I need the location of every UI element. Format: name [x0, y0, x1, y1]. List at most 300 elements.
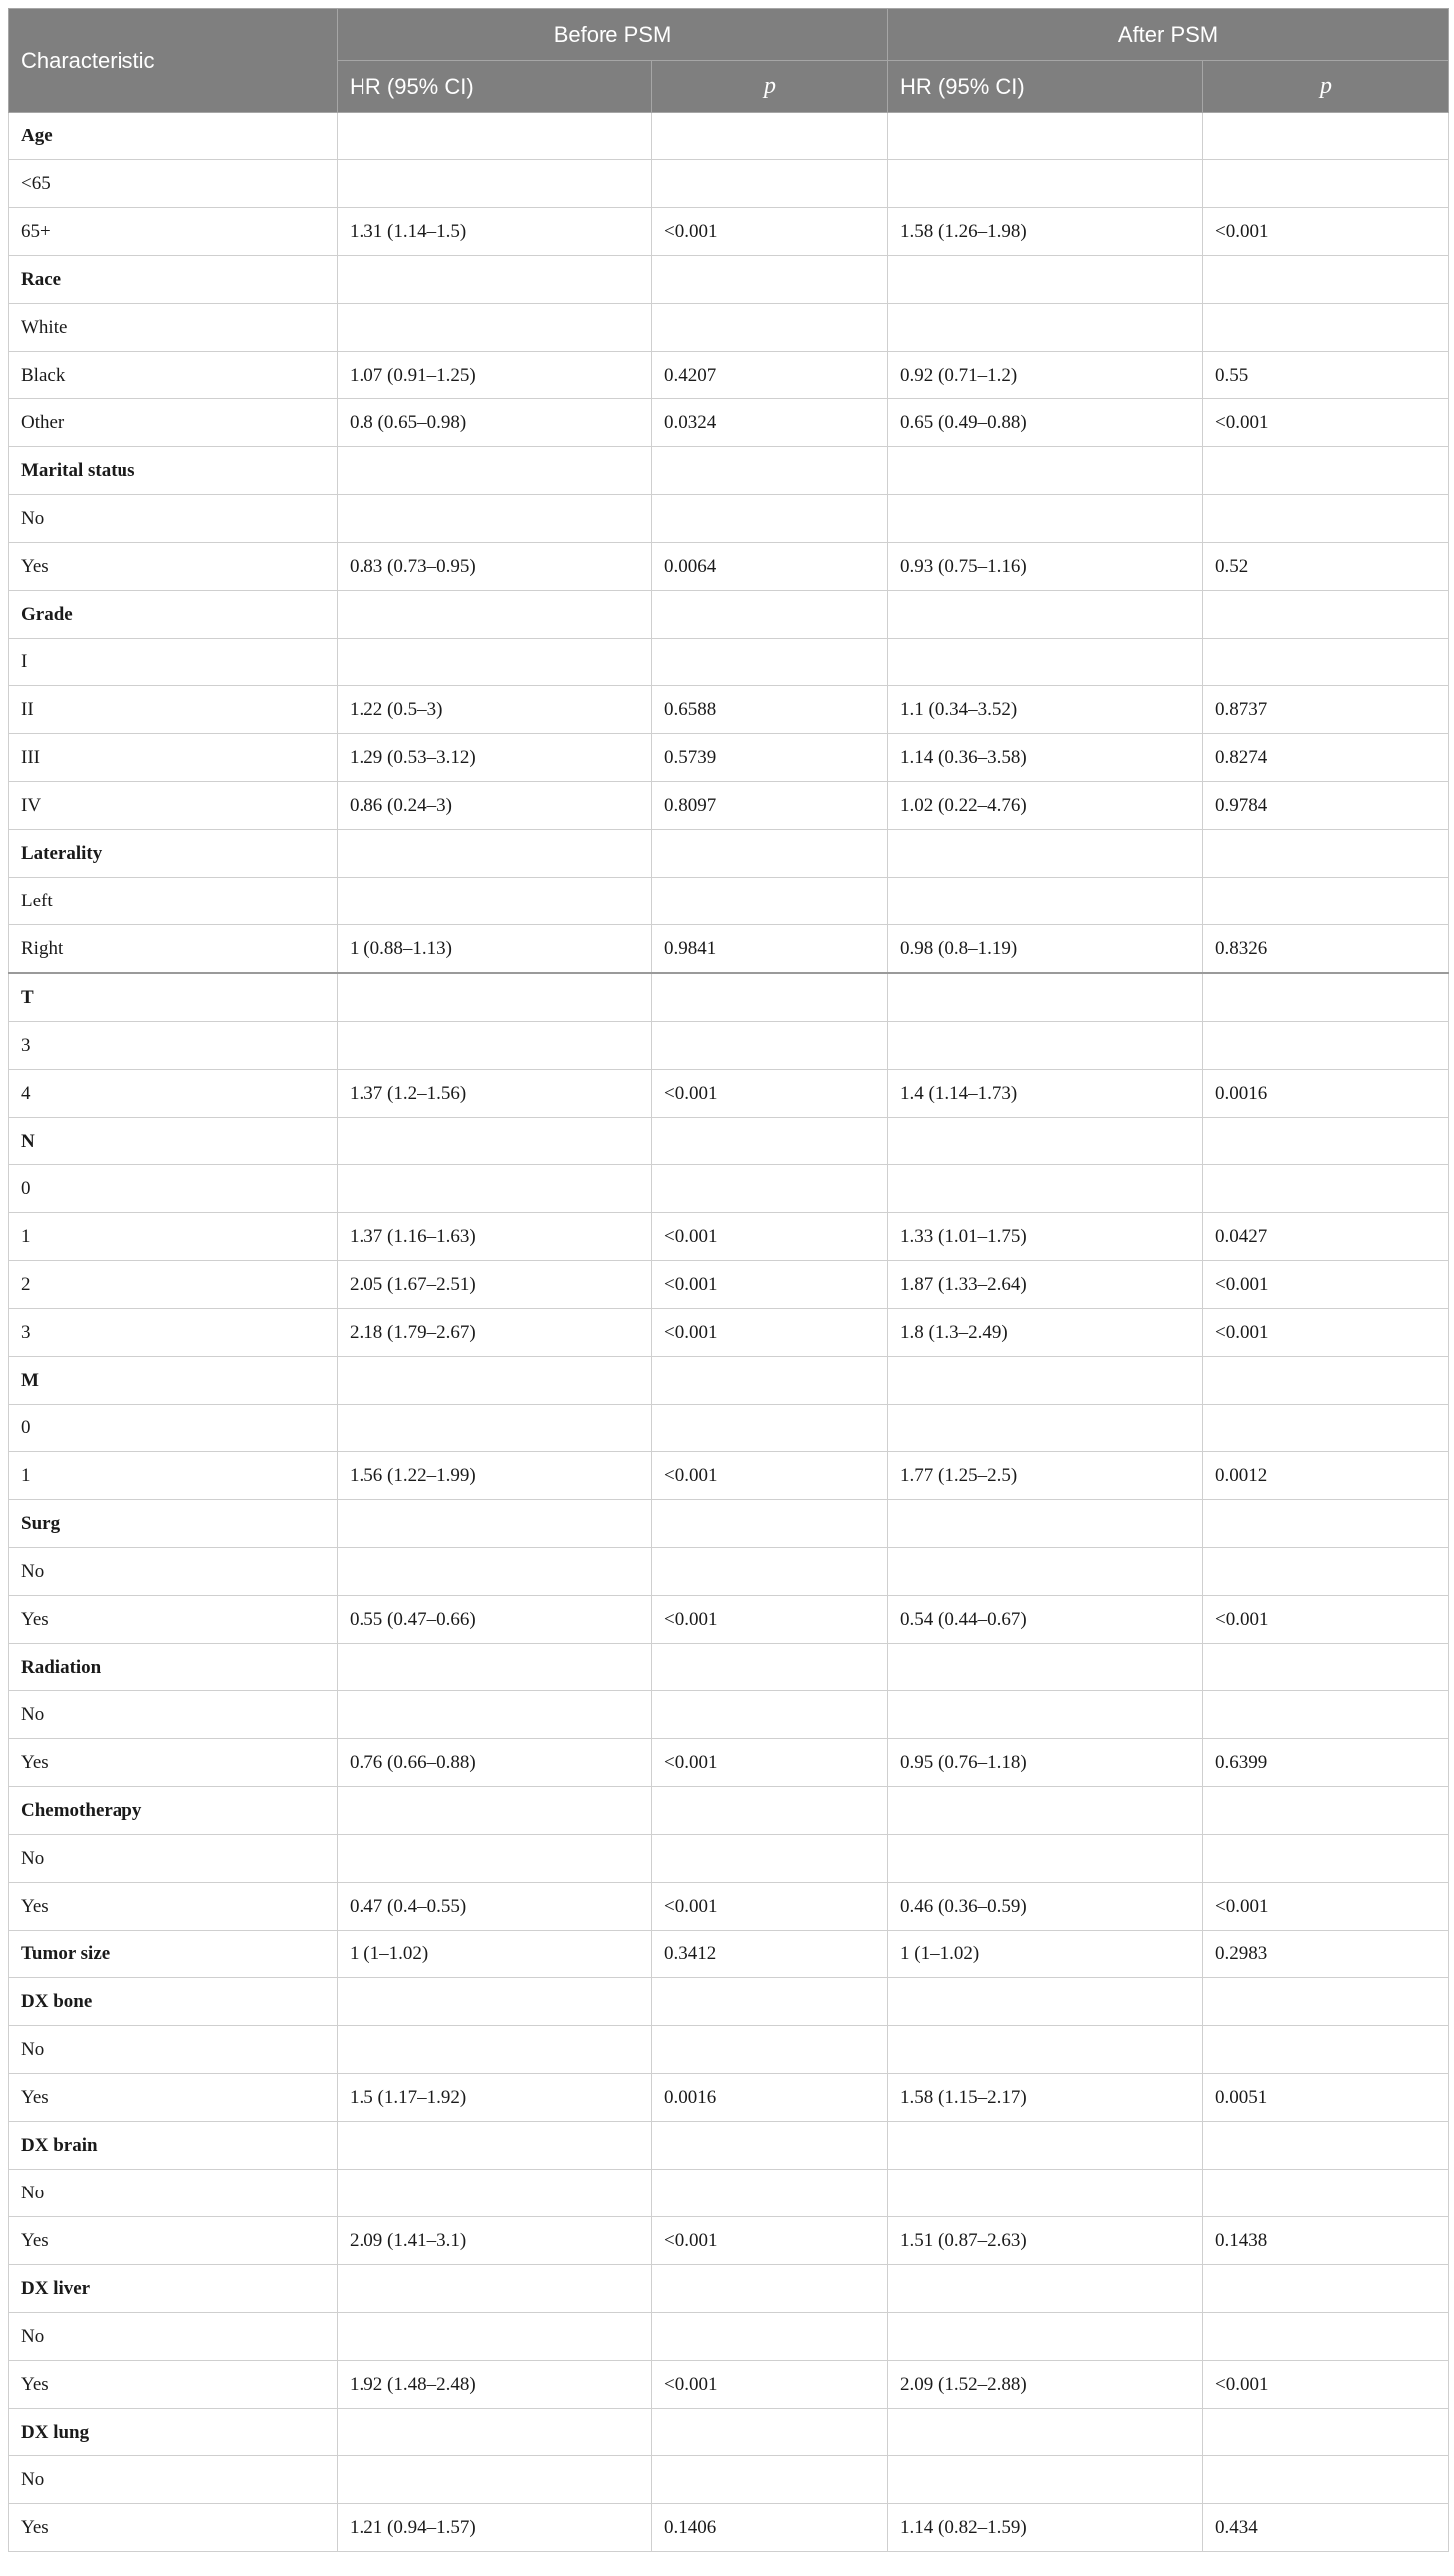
- p-before-cell: <0.001: [652, 1452, 888, 1500]
- hr-after-cell: [888, 1357, 1203, 1405]
- hr-after-cell: 0.98 (0.8–1.19): [888, 925, 1203, 974]
- row-label: DX brain: [9, 2122, 338, 2170]
- hr-before-cell: [338, 2409, 652, 2456]
- p-after-cell: [1203, 447, 1449, 495]
- p-before-cell: 0.0064: [652, 543, 888, 591]
- p-after-cell: [1203, 878, 1449, 925]
- p-before-cell: [652, 113, 888, 160]
- row-label: Left: [9, 878, 338, 925]
- row-label: No: [9, 1835, 338, 1883]
- p-after-cell: 0.8326: [1203, 925, 1449, 974]
- p-after-cell: 0.1438: [1203, 2217, 1449, 2265]
- row-label: Laterality: [9, 830, 338, 878]
- p-before-cell: [652, 830, 888, 878]
- hr-after-cell: 1.8 (1.3–2.49): [888, 1309, 1203, 1357]
- p-before-cell: 0.0016: [652, 2074, 888, 2122]
- row-label: No: [9, 2313, 338, 2361]
- p-before-cell: [652, 495, 888, 543]
- hr-before-cell: 2.05 (1.67–2.51): [338, 1261, 652, 1309]
- row-label: No: [9, 2456, 338, 2504]
- hr-before-cell: [338, 1691, 652, 1739]
- p-before-cell: [652, 2122, 888, 2170]
- hr-after-cell: 0.95 (0.76–1.18): [888, 1739, 1203, 1787]
- p-after-cell: <0.001: [1203, 208, 1449, 256]
- row-label: Black: [9, 352, 338, 399]
- hr-before-cell: [338, 639, 652, 686]
- p-after-cell: 0.6399: [1203, 1739, 1449, 1787]
- p-before-cell: [652, 1405, 888, 1452]
- category-row: [9, 1644, 1449, 1691]
- category-row: [9, 256, 1449, 304]
- row-label: 4: [9, 1070, 338, 1118]
- hr-after-cell: [888, 2122, 1203, 2170]
- hr-after-cell: [888, 1165, 1203, 1213]
- p-after-cell: [1203, 113, 1449, 160]
- table-header: [9, 9, 1449, 113]
- hr-before-cell: 1.56 (1.22–1.99): [338, 1452, 652, 1500]
- hr-before-cell: 0.76 (0.66–0.88): [338, 1739, 652, 1787]
- hr-after-cell: [888, 591, 1203, 639]
- p-before-cell: 0.9841: [652, 925, 888, 974]
- category-row: [9, 1357, 1449, 1405]
- p-before-cell: <0.001: [652, 1309, 888, 1357]
- hr-after-cell: [888, 2170, 1203, 2217]
- row-label: Grade: [9, 591, 338, 639]
- p-before-cell: [652, 2026, 888, 2074]
- hr-after-cell: 0.65 (0.49–0.88): [888, 399, 1203, 447]
- category-row: [9, 591, 1449, 639]
- table-row: [9, 639, 1449, 686]
- results-table-container: [8, 8, 1448, 2552]
- hr-before-cell: 1.31 (1.14–1.5): [338, 208, 652, 256]
- p-before-cell: [652, 1787, 888, 1835]
- category-row: [9, 973, 1449, 1022]
- hr-before-cell: [338, 1500, 652, 1548]
- p-before-cell: [652, 2456, 888, 2504]
- hr-after-cell: 1.14 (0.36–3.58): [888, 734, 1203, 782]
- hr-after-cell: [888, 2313, 1203, 2361]
- p-before-cell: 0.5739: [652, 734, 888, 782]
- row-label: 3: [9, 1022, 338, 1070]
- hr-after-cell: [888, 256, 1203, 304]
- hr-before-cell: [338, 1405, 652, 1452]
- row-label: 65+: [9, 208, 338, 256]
- hr-after-cell: [888, 2409, 1203, 2456]
- table-row: [9, 1165, 1449, 1213]
- hr-before-cell: 2.18 (1.79–2.67): [338, 1309, 652, 1357]
- table-row: [9, 2074, 1449, 2122]
- hr-after-cell: 1 (1–1.02): [888, 1931, 1203, 1978]
- hr-after-cell: [888, 1118, 1203, 1165]
- p-before-cell: <0.001: [652, 208, 888, 256]
- table-row: [9, 2026, 1449, 2074]
- p-after-cell: 0.55: [1203, 352, 1449, 399]
- p-after-cell: [1203, 1691, 1449, 1739]
- p-before-cell: [652, 2265, 888, 2313]
- p-before-cell: [652, 1835, 888, 1883]
- row-label: III: [9, 734, 338, 782]
- hr-before-cell: 1 (0.88–1.13): [338, 925, 652, 974]
- hr-after-cell: 1.58 (1.26–1.98): [888, 208, 1203, 256]
- hr-before-cell: 0.55 (0.47–0.66): [338, 1596, 652, 1644]
- hr-before-cell: [338, 447, 652, 495]
- p-before-cell: [652, 160, 888, 208]
- p-before-cell: [652, 447, 888, 495]
- p-before-cell: [652, 1357, 888, 1405]
- row-label: Yes: [9, 543, 338, 591]
- p-before-cell: <0.001: [652, 1883, 888, 1931]
- row-label: Yes: [9, 2217, 338, 2265]
- header-before-psm: Before PSM: [338, 9, 888, 61]
- category-row: [9, 2122, 1449, 2170]
- p-after-cell: [1203, 1357, 1449, 1405]
- hr-after-cell: [888, 495, 1203, 543]
- hr-after-cell: [888, 1644, 1203, 1691]
- category-row: [9, 1118, 1449, 1165]
- p-after-cell: [1203, 2265, 1449, 2313]
- hr-after-cell: [888, 1835, 1203, 1883]
- header-hr-before: HR (95% CI): [338, 61, 652, 113]
- hr-before-cell: 1 (1–1.02): [338, 1931, 652, 1978]
- category-row: [9, 447, 1449, 495]
- table-row: [9, 2170, 1449, 2217]
- p-before-cell: [652, 1500, 888, 1548]
- hr-after-cell: [888, 1787, 1203, 1835]
- p-after-cell: [1203, 2122, 1449, 2170]
- row-label: Yes: [9, 1739, 338, 1787]
- category-row: [9, 1931, 1449, 1978]
- hr-before-cell: [338, 1978, 652, 2026]
- p-before-cell: [652, 591, 888, 639]
- row-label: 3: [9, 1309, 338, 1357]
- p-after-cell: 0.0051: [1203, 2074, 1449, 2122]
- hr-before-cell: [338, 973, 652, 1022]
- hr-after-cell: 1.33 (1.01–1.75): [888, 1213, 1203, 1261]
- p-before-cell: [652, 1644, 888, 1691]
- p-after-cell: [1203, 1118, 1449, 1165]
- p-after-cell: 0.8737: [1203, 686, 1449, 734]
- row-label: M: [9, 1357, 338, 1405]
- hr-after-cell: [888, 1691, 1203, 1739]
- p-before-cell: [652, 1691, 888, 1739]
- hr-after-cell: [888, 1405, 1203, 1452]
- row-label: Surg: [9, 1500, 338, 1548]
- table-row: [9, 1213, 1449, 1261]
- p-before-cell: [652, 639, 888, 686]
- p-after-cell: [1203, 1835, 1449, 1883]
- hr-before-cell: 1.29 (0.53–3.12): [338, 734, 652, 782]
- hazard-ratio-table: [8, 8, 1449, 2552]
- p-after-cell: [1203, 1500, 1449, 1548]
- table-row: [9, 1548, 1449, 1596]
- p-after-cell: 0.9784: [1203, 782, 1449, 830]
- hr-after-cell: 1.02 (0.22–4.76): [888, 782, 1203, 830]
- p-before-cell: [652, 2409, 888, 2456]
- table-row: [9, 1883, 1449, 1931]
- p-before-cell: [652, 1165, 888, 1213]
- category-row: [9, 1787, 1449, 1835]
- p-after-cell: [1203, 495, 1449, 543]
- hr-after-cell: [888, 878, 1203, 925]
- table-row: [9, 2456, 1449, 2504]
- hr-after-cell: [888, 2456, 1203, 2504]
- hr-after-cell: 0.93 (0.75–1.16): [888, 543, 1203, 591]
- row-label: No: [9, 1548, 338, 1596]
- category-row: [9, 2409, 1449, 2456]
- hr-after-cell: [888, 160, 1203, 208]
- hr-before-cell: [338, 1835, 652, 1883]
- p-after-cell: 0.434: [1203, 2504, 1449, 2552]
- row-label: Yes: [9, 2074, 338, 2122]
- hr-after-cell: [888, 113, 1203, 160]
- row-label: N: [9, 1118, 338, 1165]
- p-before-cell: [652, 2313, 888, 2361]
- category-row: [9, 2265, 1449, 2313]
- hr-after-cell: [888, 447, 1203, 495]
- hr-before-cell: [338, 304, 652, 352]
- hr-before-cell: 0.86 (0.24–3): [338, 782, 652, 830]
- p-before-cell: 0.1406: [652, 2504, 888, 2552]
- hr-after-cell: [888, 973, 1203, 1022]
- hr-before-cell: [338, 1787, 652, 1835]
- hr-after-cell: [888, 830, 1203, 878]
- table-row: [9, 1405, 1449, 1452]
- category-row: [9, 1500, 1449, 1548]
- hr-before-cell: 1.21 (0.94–1.57): [338, 2504, 652, 2552]
- hr-before-cell: 0.83 (0.73–0.95): [338, 543, 652, 591]
- hr-after-cell: 1.51 (0.87–2.63): [888, 2217, 1203, 2265]
- p-after-cell: [1203, 160, 1449, 208]
- table-row: [9, 1596, 1449, 1644]
- p-after-cell: [1203, 1405, 1449, 1452]
- table-row: [9, 1691, 1449, 1739]
- hr-before-cell: [338, 256, 652, 304]
- p-after-cell: [1203, 639, 1449, 686]
- p-before-cell: 0.0324: [652, 399, 888, 447]
- p-before-cell: [652, 1022, 888, 1070]
- table-row: [9, 2361, 1449, 2409]
- hr-before-cell: [338, 1022, 652, 1070]
- row-label: Yes: [9, 2504, 338, 2552]
- p-after-cell: [1203, 1165, 1449, 1213]
- row-label: 1: [9, 1452, 338, 1500]
- p-before-cell: [652, 304, 888, 352]
- hr-before-cell: [338, 2122, 652, 2170]
- table-row: [9, 2217, 1449, 2265]
- hr-before-cell: [338, 830, 652, 878]
- p-after-cell: [1203, 256, 1449, 304]
- p-after-cell: <0.001: [1203, 1261, 1449, 1309]
- p-after-cell: [1203, 2170, 1449, 2217]
- category-row: [9, 113, 1449, 160]
- p-after-cell: [1203, 973, 1449, 1022]
- hr-after-cell: [888, 304, 1203, 352]
- hr-after-cell: [888, 1978, 1203, 2026]
- table-row: [9, 878, 1449, 925]
- hr-after-cell: 1.1 (0.34–3.52): [888, 686, 1203, 734]
- table-row: [9, 2504, 1449, 2552]
- hr-before-cell: [338, 2456, 652, 2504]
- p-before-cell: <0.001: [652, 1070, 888, 1118]
- p-before-cell: [652, 1118, 888, 1165]
- p-before-cell: <0.001: [652, 2361, 888, 2409]
- p-after-cell: <0.001: [1203, 1883, 1449, 1931]
- table-row: [9, 925, 1449, 974]
- p-after-cell: [1203, 2409, 1449, 2456]
- hr-after-cell: 1.77 (1.25–2.5): [888, 1452, 1203, 1500]
- table-row: [9, 1022, 1449, 1070]
- row-label: II: [9, 686, 338, 734]
- hr-after-cell: [888, 1500, 1203, 1548]
- table-row: [9, 1309, 1449, 1357]
- p-after-cell: [1203, 1548, 1449, 1596]
- p-before-cell: <0.001: [652, 1739, 888, 1787]
- header-p-before: p: [652, 61, 888, 113]
- hr-after-cell: 1.4 (1.14–1.73): [888, 1070, 1203, 1118]
- row-label: Yes: [9, 1883, 338, 1931]
- p-after-cell: 0.8274: [1203, 734, 1449, 782]
- hr-before-cell: [338, 591, 652, 639]
- hr-after-cell: 1.14 (0.82–1.59): [888, 2504, 1203, 2552]
- row-label: I: [9, 639, 338, 686]
- p-before-cell: <0.001: [652, 1213, 888, 1261]
- p-before-cell: <0.001: [652, 1261, 888, 1309]
- hr-after-cell: 2.09 (1.52–2.88): [888, 2361, 1203, 2409]
- row-label: DX liver: [9, 2265, 338, 2313]
- hr-before-cell: 1.07 (0.91–1.25): [338, 352, 652, 399]
- hr-before-cell: 1.37 (1.2–1.56): [338, 1070, 652, 1118]
- hr-after-cell: 1.87 (1.33–2.64): [888, 1261, 1203, 1309]
- hr-before-cell: [338, 1118, 652, 1165]
- p-after-cell: [1203, 2456, 1449, 2504]
- row-label: Other: [9, 399, 338, 447]
- hr-before-cell: 1.37 (1.16–1.63): [338, 1213, 652, 1261]
- table-row: [9, 543, 1449, 591]
- p-after-cell: 0.0427: [1203, 1213, 1449, 1261]
- hr-before-cell: [338, 1165, 652, 1213]
- table-row: [9, 399, 1449, 447]
- hr-before-cell: 1.92 (1.48–2.48): [338, 2361, 652, 2409]
- hr-after-cell: [888, 639, 1203, 686]
- p-after-cell: <0.001: [1203, 2361, 1449, 2409]
- header-characteristic: Characteristic: [9, 9, 338, 113]
- hr-before-cell: [338, 1644, 652, 1691]
- p-before-cell: 0.3412: [652, 1931, 888, 1978]
- hr-before-cell: 1.5 (1.17–1.92): [338, 2074, 652, 2122]
- table-row: [9, 352, 1449, 399]
- p-after-cell: [1203, 591, 1449, 639]
- row-label: DX bone: [9, 1978, 338, 2026]
- row-label: 0: [9, 1405, 338, 1452]
- row-label: Right: [9, 925, 338, 974]
- p-before-cell: 0.4207: [652, 352, 888, 399]
- row-label: No: [9, 2026, 338, 2074]
- table-row: [9, 495, 1449, 543]
- p-after-cell: [1203, 304, 1449, 352]
- p-after-cell: <0.001: [1203, 1309, 1449, 1357]
- category-row: [9, 1978, 1449, 2026]
- hr-before-cell: [338, 878, 652, 925]
- p-before-cell: <0.001: [652, 2217, 888, 2265]
- hr-before-cell: [338, 1357, 652, 1405]
- table-body: [9, 113, 1449, 2552]
- row-label: Yes: [9, 1596, 338, 1644]
- table-row: [9, 1452, 1449, 1500]
- hr-before-cell: [338, 2265, 652, 2313]
- header-after-psm: After PSM: [888, 9, 1449, 61]
- hr-before-cell: 0.8 (0.65–0.98): [338, 399, 652, 447]
- p-after-cell: [1203, 2313, 1449, 2361]
- header-p-after: p: [1203, 61, 1449, 113]
- p-before-cell: 0.6588: [652, 686, 888, 734]
- table-row: [9, 160, 1449, 208]
- p-before-cell: [652, 1978, 888, 2026]
- p-after-cell: [1203, 830, 1449, 878]
- row-label: White: [9, 304, 338, 352]
- p-after-cell: 0.0016: [1203, 1070, 1449, 1118]
- table-row: [9, 734, 1449, 782]
- hr-before-cell: [338, 2026, 652, 2074]
- p-after-cell: [1203, 1644, 1449, 1691]
- hr-before-cell: [338, 113, 652, 160]
- table-row: [9, 782, 1449, 830]
- row-label: 1: [9, 1213, 338, 1261]
- hr-after-cell: [888, 2026, 1203, 2074]
- hr-before-cell: [338, 2313, 652, 2361]
- p-after-cell: [1203, 1022, 1449, 1070]
- hr-after-cell: [888, 1548, 1203, 1596]
- hr-after-cell: [888, 1022, 1203, 1070]
- row-label: 0: [9, 1165, 338, 1213]
- row-label: No: [9, 495, 338, 543]
- hr-after-cell: 0.92 (0.71–1.2): [888, 352, 1203, 399]
- hr-before-cell: [338, 1548, 652, 1596]
- row-label: <65: [9, 160, 338, 208]
- p-before-cell: [652, 256, 888, 304]
- p-after-cell: <0.001: [1203, 399, 1449, 447]
- hr-before-cell: [338, 2170, 652, 2217]
- table-row: [9, 1261, 1449, 1309]
- header-hr-after: HR (95% CI): [888, 61, 1203, 113]
- p-before-cell: [652, 973, 888, 1022]
- p-after-cell: <0.001: [1203, 1596, 1449, 1644]
- row-label: No: [9, 2170, 338, 2217]
- row-label: DX lung: [9, 2409, 338, 2456]
- table-row: [9, 2313, 1449, 2361]
- table-row: [9, 304, 1449, 352]
- row-label: 2: [9, 1261, 338, 1309]
- row-label: No: [9, 1691, 338, 1739]
- row-label: Age: [9, 113, 338, 160]
- p-after-cell: 0.0012: [1203, 1452, 1449, 1500]
- p-after-cell: [1203, 2026, 1449, 2074]
- table-row: [9, 686, 1449, 734]
- p-before-cell: [652, 1548, 888, 1596]
- row-label: Yes: [9, 2361, 338, 2409]
- p-before-cell: [652, 878, 888, 925]
- row-label: T: [9, 973, 338, 1022]
- p-before-cell: 0.8097: [652, 782, 888, 830]
- hr-after-cell: 1.58 (1.15–2.17): [888, 2074, 1203, 2122]
- hr-before-cell: 0.47 (0.4–0.55): [338, 1883, 652, 1931]
- table-row: [9, 208, 1449, 256]
- hr-after-cell: [888, 2265, 1203, 2313]
- hr-before-cell: 1.22 (0.5–3): [338, 686, 652, 734]
- row-label: Radiation: [9, 1644, 338, 1691]
- p-after-cell: [1203, 1978, 1449, 2026]
- p-after-cell: 0.52: [1203, 543, 1449, 591]
- p-before-cell: [652, 2170, 888, 2217]
